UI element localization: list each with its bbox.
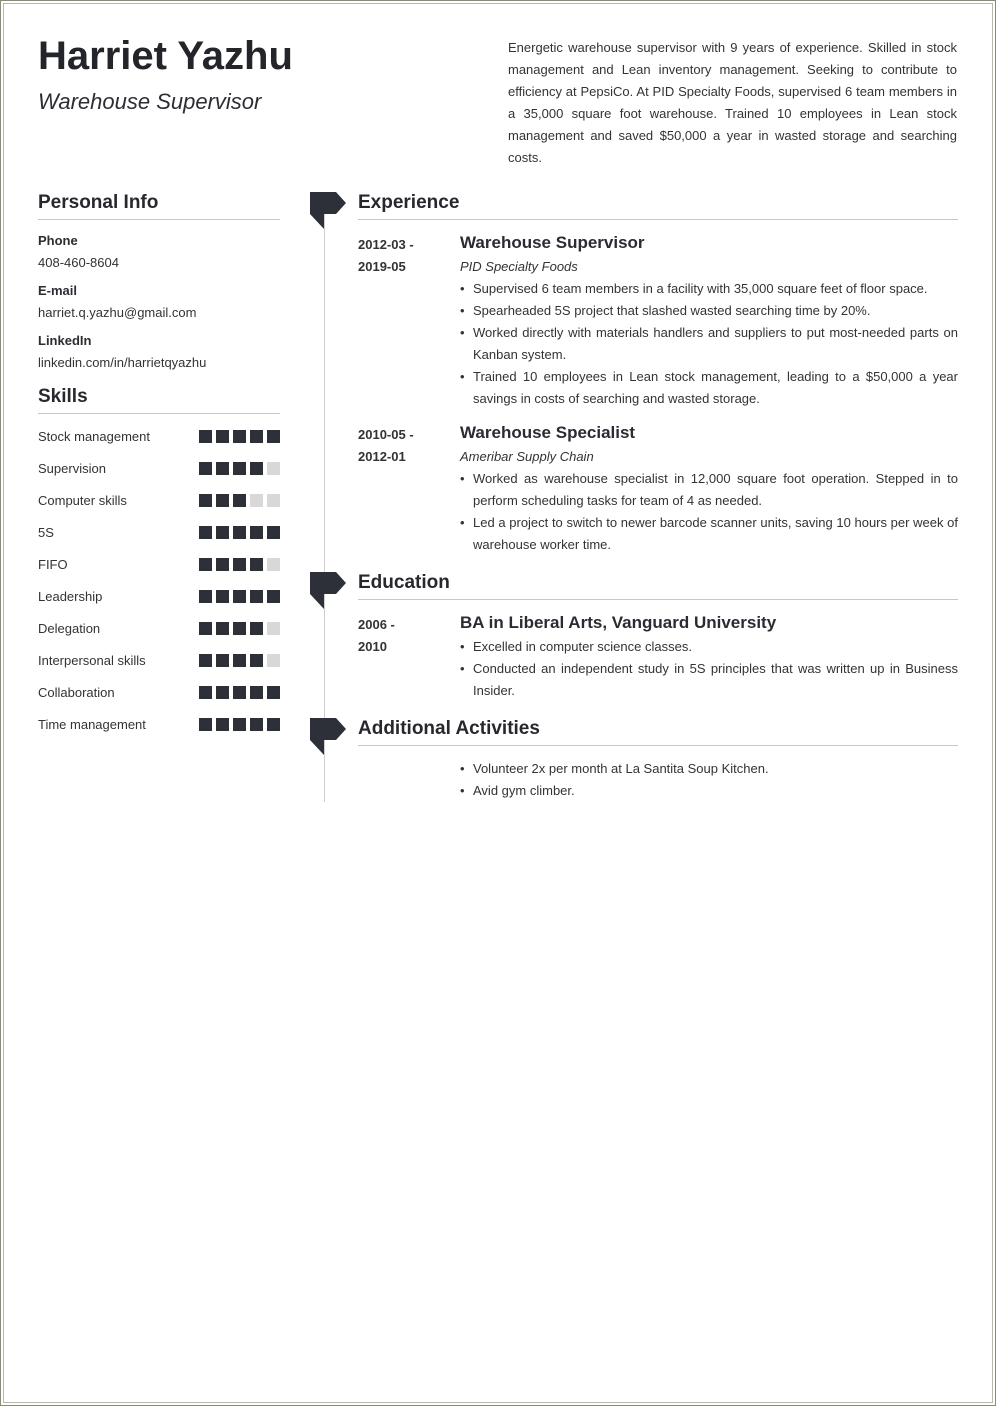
skill-dot-filled: [233, 558, 246, 571]
phone-value: 408-460-8604: [38, 255, 119, 270]
skill-name: Supervision: [38, 460, 106, 476]
skills-heading: Skills: [38, 386, 280, 414]
education-date-start: 2006 -: [358, 617, 395, 632]
skill-name: Stock management: [38, 428, 151, 444]
skill-dot-filled: [250, 622, 263, 635]
skill-name: Computer skills: [38, 492, 127, 508]
skill-dot-filled: [216, 494, 229, 507]
summary: Energetic warehouse supervisor with 9 years of experience. Skilled in stock management and Lean inventory management. Seeking to contribute to efficiency at PepsiCo. At PID Specialty Foods, supervised 6 team members in a 35,000 square foot warehouse. Trained 10 employees in Lean stock management and saved $50,000 a year in wasted storage and searching costs.: [508, 40, 957, 165]
skill-name: Delegation: [38, 620, 101, 636]
bullet-item: • Excelled in computer science classes.: [460, 636, 958, 658]
bullet-item: • Trained 10 employees in Lean stock management, leading to a $50,000 a year savings in costs of searching and wasted storage.: [460, 366, 958, 410]
skill-dot-filled: [250, 462, 263, 475]
skill-dot-filled: [199, 494, 212, 507]
skill-row: [38, 612, 280, 644]
skill-dot-filled: [267, 718, 280, 731]
education-dates: [358, 614, 448, 658]
skill-dot-filled: [199, 686, 212, 699]
skill-row: [38, 452, 280, 484]
skill-name: 5S: [38, 524, 54, 540]
skill-dot-empty: [267, 654, 280, 667]
skill-dot-empty: [267, 494, 280, 507]
skill-dot-filled: [250, 430, 263, 443]
skill-dot-filled: [233, 654, 246, 667]
skill-dot-filled: [199, 718, 212, 731]
skill-dot-empty: [267, 558, 280, 571]
skill-dot-filled: [250, 558, 263, 571]
email-label: E-mail: [38, 283, 78, 298]
skill-dot-filled: [267, 430, 280, 443]
skill-level: [199, 622, 280, 635]
left-column: [38, 192, 280, 740]
skill-dot-empty: [267, 622, 280, 635]
skill-dot-filled: [199, 526, 212, 539]
skill-dot-filled: [216, 718, 229, 731]
experience-marker-icon: [310, 192, 346, 230]
skill-dot-filled: [199, 622, 212, 635]
experience-heading: Experience: [358, 192, 958, 220]
skill-dot-filled: [267, 526, 280, 539]
skill-name: Interpersonal skills: [38, 652, 146, 668]
bullet-item: • Supervised 6 team members in a facility with 35,000 square feet of floor space.: [460, 278, 958, 300]
job-dates: [358, 424, 448, 468]
skill-level: [199, 686, 280, 699]
job-bullets: [460, 468, 958, 556]
education-date-end: 2010: [358, 639, 387, 654]
skill-row: [38, 580, 280, 612]
phone-label: Phone: [38, 233, 78, 248]
skill-dot-filled: [250, 654, 263, 667]
skill-dot-filled: [267, 590, 280, 603]
skill-dot-filled: [199, 462, 212, 475]
skill-dot-filled: [233, 462, 246, 475]
job-title: Warehouse Specialist: [460, 423, 636, 442]
skill-row: [38, 516, 280, 548]
candidate-name: Harriet Yazhu: [38, 34, 293, 78]
email-value: harriet.q.yazhu@gmail.com: [38, 305, 197, 320]
skill-dot-empty: [267, 462, 280, 475]
skill-dot-filled: [250, 590, 263, 603]
activities-marker-icon: [310, 718, 346, 756]
skill-dot-filled: [216, 462, 229, 475]
skill-level: [199, 718, 280, 731]
skill-level: [199, 494, 280, 507]
skill-dot-filled: [250, 686, 263, 699]
skill-level: [199, 430, 280, 443]
activities-entry: [358, 758, 958, 802]
bullet-item: • Worked as warehouse specialist in 12,000 square foot operation. Stepped in to perform scheduling tasks for team of 4 as needed.: [460, 468, 958, 512]
skill-dot-filled: [199, 558, 212, 571]
skill-dot-empty: [250, 494, 263, 507]
job-date-start: 2012-03 -: [358, 237, 414, 252]
skill-dot-filled: [233, 494, 246, 507]
activities-bullets: [460, 758, 958, 802]
skill-row: [38, 484, 280, 516]
skill-row: [38, 644, 280, 676]
skill-dot-filled: [267, 686, 280, 699]
skill-dot-filled: [233, 718, 246, 731]
bullet-item: • Worked directly with materials handlers and suppliers to put most-needed parts on Kanban system.: [460, 322, 958, 366]
skill-dot-filled: [216, 526, 229, 539]
linkedin-label: LinkedIn: [38, 333, 92, 348]
skill-row: [38, 708, 280, 740]
skill-level: [199, 558, 280, 571]
activities-heading: Additional Activities: [358, 718, 958, 746]
skill-dot-filled: [233, 622, 246, 635]
skill-dot-filled: [233, 590, 246, 603]
skill-name: Collaboration: [38, 684, 115, 700]
skill-level: [199, 590, 280, 603]
job-company: PID Specialty Foods: [460, 259, 578, 274]
education-section: [358, 572, 958, 702]
skill-dot-filled: [216, 686, 229, 699]
skill-name: Time management: [38, 716, 146, 732]
skill-level: [199, 526, 280, 539]
skill-dot-filled: [216, 654, 229, 667]
skill-dot-filled: [233, 686, 246, 699]
bullet-item: • Conducted an independent study in 5S principles that was written up in Business Insider.: [460, 658, 958, 702]
education-bullets: [460, 636, 958, 702]
job-date-end: 2019-05: [358, 259, 406, 274]
skill-name: Leadership: [38, 588, 103, 604]
skills-list: [38, 420, 280, 740]
education-marker-icon: [310, 572, 346, 610]
skill-dot-filled: [216, 622, 229, 635]
experience-section: [358, 192, 958, 556]
skill-dot-filled: [233, 430, 246, 443]
job-company: Ameribar Supply Chain: [460, 449, 594, 464]
skill-dot-filled: [199, 430, 212, 443]
skill-level: [199, 462, 280, 475]
job-date-start: 2010-05 -: [358, 427, 414, 442]
skill-row: [38, 420, 280, 452]
bullet-item: • Volunteer 2x per month at La Santita Soup Kitchen.: [460, 758, 958, 780]
bullet-item: • Led a project to switch to newer barcode scanner units, saving 10 hours per week of warehouse worker time.: [460, 512, 958, 556]
skill-dot-filled: [216, 430, 229, 443]
job-bullets: [460, 278, 958, 410]
skill-level: [199, 654, 280, 667]
skill-row: [38, 676, 280, 708]
job-title: Warehouse Supervisor: [460, 233, 645, 252]
skill-dot-filled: [216, 558, 229, 571]
job-entry: [358, 232, 958, 410]
linkedin-value: linkedin.com/in/harrietqyazhu: [38, 355, 207, 370]
skill-dot-filled: [199, 654, 212, 667]
job-dates: [358, 234, 448, 278]
job-entry: [358, 422, 958, 556]
skill-name: FIFO: [38, 556, 68, 572]
degree-title: BA in Liberal Arts, Vanguard University: [460, 613, 777, 632]
skill-dot-filled: [199, 590, 212, 603]
timeline-line: [324, 212, 325, 802]
bullet-item: • Spearheaded 5S project that slashed wasted searching time by 20%.: [460, 300, 958, 322]
education-entry: [358, 612, 958, 702]
education-heading: Education: [358, 572, 958, 600]
candidate-title: Warehouse Supervisor: [38, 89, 262, 114]
bullet-item: • Avid gym climber.: [460, 780, 958, 802]
personal-info-heading: Personal Info: [38, 192, 280, 220]
skill-dot-filled: [250, 718, 263, 731]
skill-dot-filled: [233, 526, 246, 539]
activities-section: [358, 718, 958, 802]
job-date-end: 2012-01: [358, 449, 406, 464]
skill-dot-filled: [250, 526, 263, 539]
skill-row: [38, 548, 280, 580]
skill-dot-filled: [216, 590, 229, 603]
